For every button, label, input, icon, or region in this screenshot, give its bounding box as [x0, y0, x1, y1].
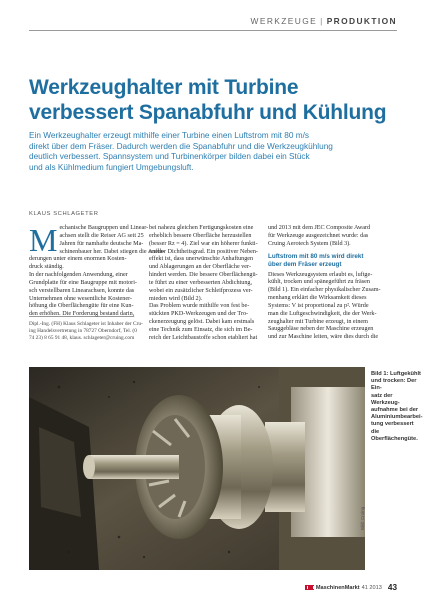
text-column-2	[149, 225, 261, 343]
body-line: höhung die Oberflächengüte für eine Kun-	[29, 303, 134, 310]
body-line: den erhöhen. Die Forderung bestand darin,	[29, 311, 135, 318]
body-line: menhang erklärt die Wirksamkeit dieses	[268, 295, 367, 302]
caption-line: Aluminiumbearbei-	[371, 414, 423, 421]
author-byline: KLAUS SCHLAGETER	[29, 211, 99, 217]
body-line: Cruing Aerotech System (Bild 3).	[268, 240, 351, 247]
header-section: WERKZEUGE	[250, 16, 318, 26]
body-line: zeughalter mit Turbine erzeugt, in einem	[268, 318, 368, 325]
figure-caption	[371, 371, 421, 443]
photo-tool-holder-turbine	[29, 367, 365, 570]
lead-line: deutlich verbessert. Spannsystem und Turbinenkörper bilden dabei ein Stück	[29, 152, 310, 162]
body-line: achsen stellt die Reiser AG seit 25	[59, 232, 144, 239]
body-line: und Ablagerungen an der Oberfläche ver-	[149, 264, 252, 271]
lead-line: und als Kühlmedium fungiert Umgebungsluft.	[29, 162, 194, 172]
text-column-3	[268, 225, 380, 342]
caption-line: Bild 1: Luftgekühlt	[371, 371, 421, 377]
body-line: (besser Rz = 4). Ziel war ein höherer funkti-	[149, 240, 258, 247]
lead-line: Ein Werkzeughalter erzeugt mithilfe einer Turbine einen Luftstrom mit 80 m/s	[29, 131, 310, 140]
body-line: für Werkzeuge ausgezeichnet wurde: das	[268, 232, 369, 239]
caption-line: tung verbessert die	[371, 421, 414, 435]
body-line: Unternehmen ohne wesentliche Kostener-	[29, 295, 133, 302]
publication-name: MaschinenMarkt	[315, 584, 360, 591]
header-rule	[29, 30, 397, 31]
body-line: und 2013 mit dem JEC Composite Award	[268, 225, 371, 231]
body-line: ckenerzeugung gelöst. Dabei kam erstmals	[149, 319, 255, 326]
body-line: effekt ist, dass unerwünschte Anhaftungen	[149, 256, 254, 263]
body-line: Systems: V ist proportional zu p². Würde	[268, 302, 369, 309]
article-lead	[29, 131, 401, 173]
body-line: In der nachfolgenden Anwendung, einer	[29, 272, 128, 279]
issue-number: 41 2013	[361, 584, 382, 591]
body-line: Jahren für namhafte deutsche Ma-	[59, 240, 144, 247]
headline-line-2: verbessert Spanabfuhr und Kühlung	[29, 101, 387, 124]
subheading-line: über dem Fräser erzeugt	[268, 260, 342, 268]
bio-line: 74 23) 8 65 91 48, klaus. schlageter@cruing.com	[29, 335, 135, 342]
body-line: Sauggebläse neben der Maschine erzeugen	[268, 326, 374, 333]
body-line: Grundplatte für eine Baugruppe mit motori-	[29, 279, 137, 286]
article-headline	[29, 75, 409, 125]
body-line: (Bild 1). Ein einfacher physikalischer Zusam-	[268, 287, 381, 294]
subheading-line: Luftstrom mit 80 m/s wird direkt	[268, 252, 364, 260]
body-line: reich der Leichtbaustoffe schon etabliert hat	[149, 334, 258, 341]
page-number: 43	[387, 583, 397, 592]
caption-line: Oberflächengüte.	[371, 435, 418, 442]
body-line: hindert werden. Die bessere Oberflächengü-	[149, 272, 258, 279]
page-footer	[305, 583, 397, 592]
lead-line: direkt über dem Fräser. Dadurch werden die Spanabfuhr und die Werkzeugkühlung	[29, 141, 333, 151]
body-line: sch verstellbaren Linearachsen, konnte das	[29, 287, 135, 294]
text-column-1	[29, 222, 165, 342]
caption-line: und trocken: Der Ein-	[371, 378, 417, 392]
body-line: mieden wird (Bild 2).	[149, 295, 203, 302]
body-line: te führt zu einer verbesserten Abdichtung,	[149, 279, 252, 286]
body-line: derungen unter einem enormen Kosten-	[29, 256, 127, 263]
body-line: oneller Dichtheitsgrad. Ein positiver Neben-	[149, 248, 258, 255]
body-line: bei nahezu gleichen Fertigungskosten eine	[149, 225, 254, 231]
body-line: und zur Maschine leiten, wäre dies durch die	[268, 334, 379, 341]
running-header	[251, 16, 397, 26]
body-line: Dieses Werkzeugsystem erlaubt es, luftge-	[268, 271, 373, 278]
body-line: kühlt, trocken und spänegeführt zu fräsen	[268, 279, 370, 286]
headline-line-1: Werkzeughalter mit Turbine	[29, 76, 299, 99]
photo-credit: Bild: Cruing	[360, 506, 365, 530]
header-subsection: PRODUKTION	[326, 16, 397, 26]
body-line: echanische Baugruppen und Linear-	[59, 225, 149, 231]
caption-line: aufnahme bei der	[371, 407, 419, 414]
body-line: Das Problem wurde mithilfe von fest be-	[149, 303, 250, 310]
header-separator: |	[320, 16, 324, 26]
publication-logo	[305, 585, 314, 590]
author-bio	[29, 321, 141, 342]
caption-line: satz der Werkzeug-	[371, 392, 400, 406]
body-line: eine Technik zum Einsatz, die sich im Be-	[149, 326, 253, 333]
body-line: druck ständig.	[29, 264, 64, 271]
body-line: wobei ein zusätzlicher Schleifprozess ver-	[149, 287, 253, 294]
body-line: stückten PKD-Werkzeugen und der Tro-	[149, 311, 249, 318]
body-line: schinenbauer her. Dabei stiegen die Anfor-	[59, 248, 165, 255]
bio-line: ing Handelsvertretung in 78727 Oberndorf, Tel. (0	[29, 328, 137, 335]
drop-cap: M	[29, 222, 58, 258]
section-subheading	[268, 253, 380, 269]
tool-holder-illustration	[29, 367, 365, 570]
body-line: man die Luftgeschwindigkeit, die der Werk-	[268, 310, 377, 317]
bio-line: Dipl.-Ing. (FH) Klaus Schlageter ist Inhaber der Cru-	[29, 321, 143, 328]
body-line: erheblich bessere Oberfläche herzustellen	[149, 232, 252, 239]
